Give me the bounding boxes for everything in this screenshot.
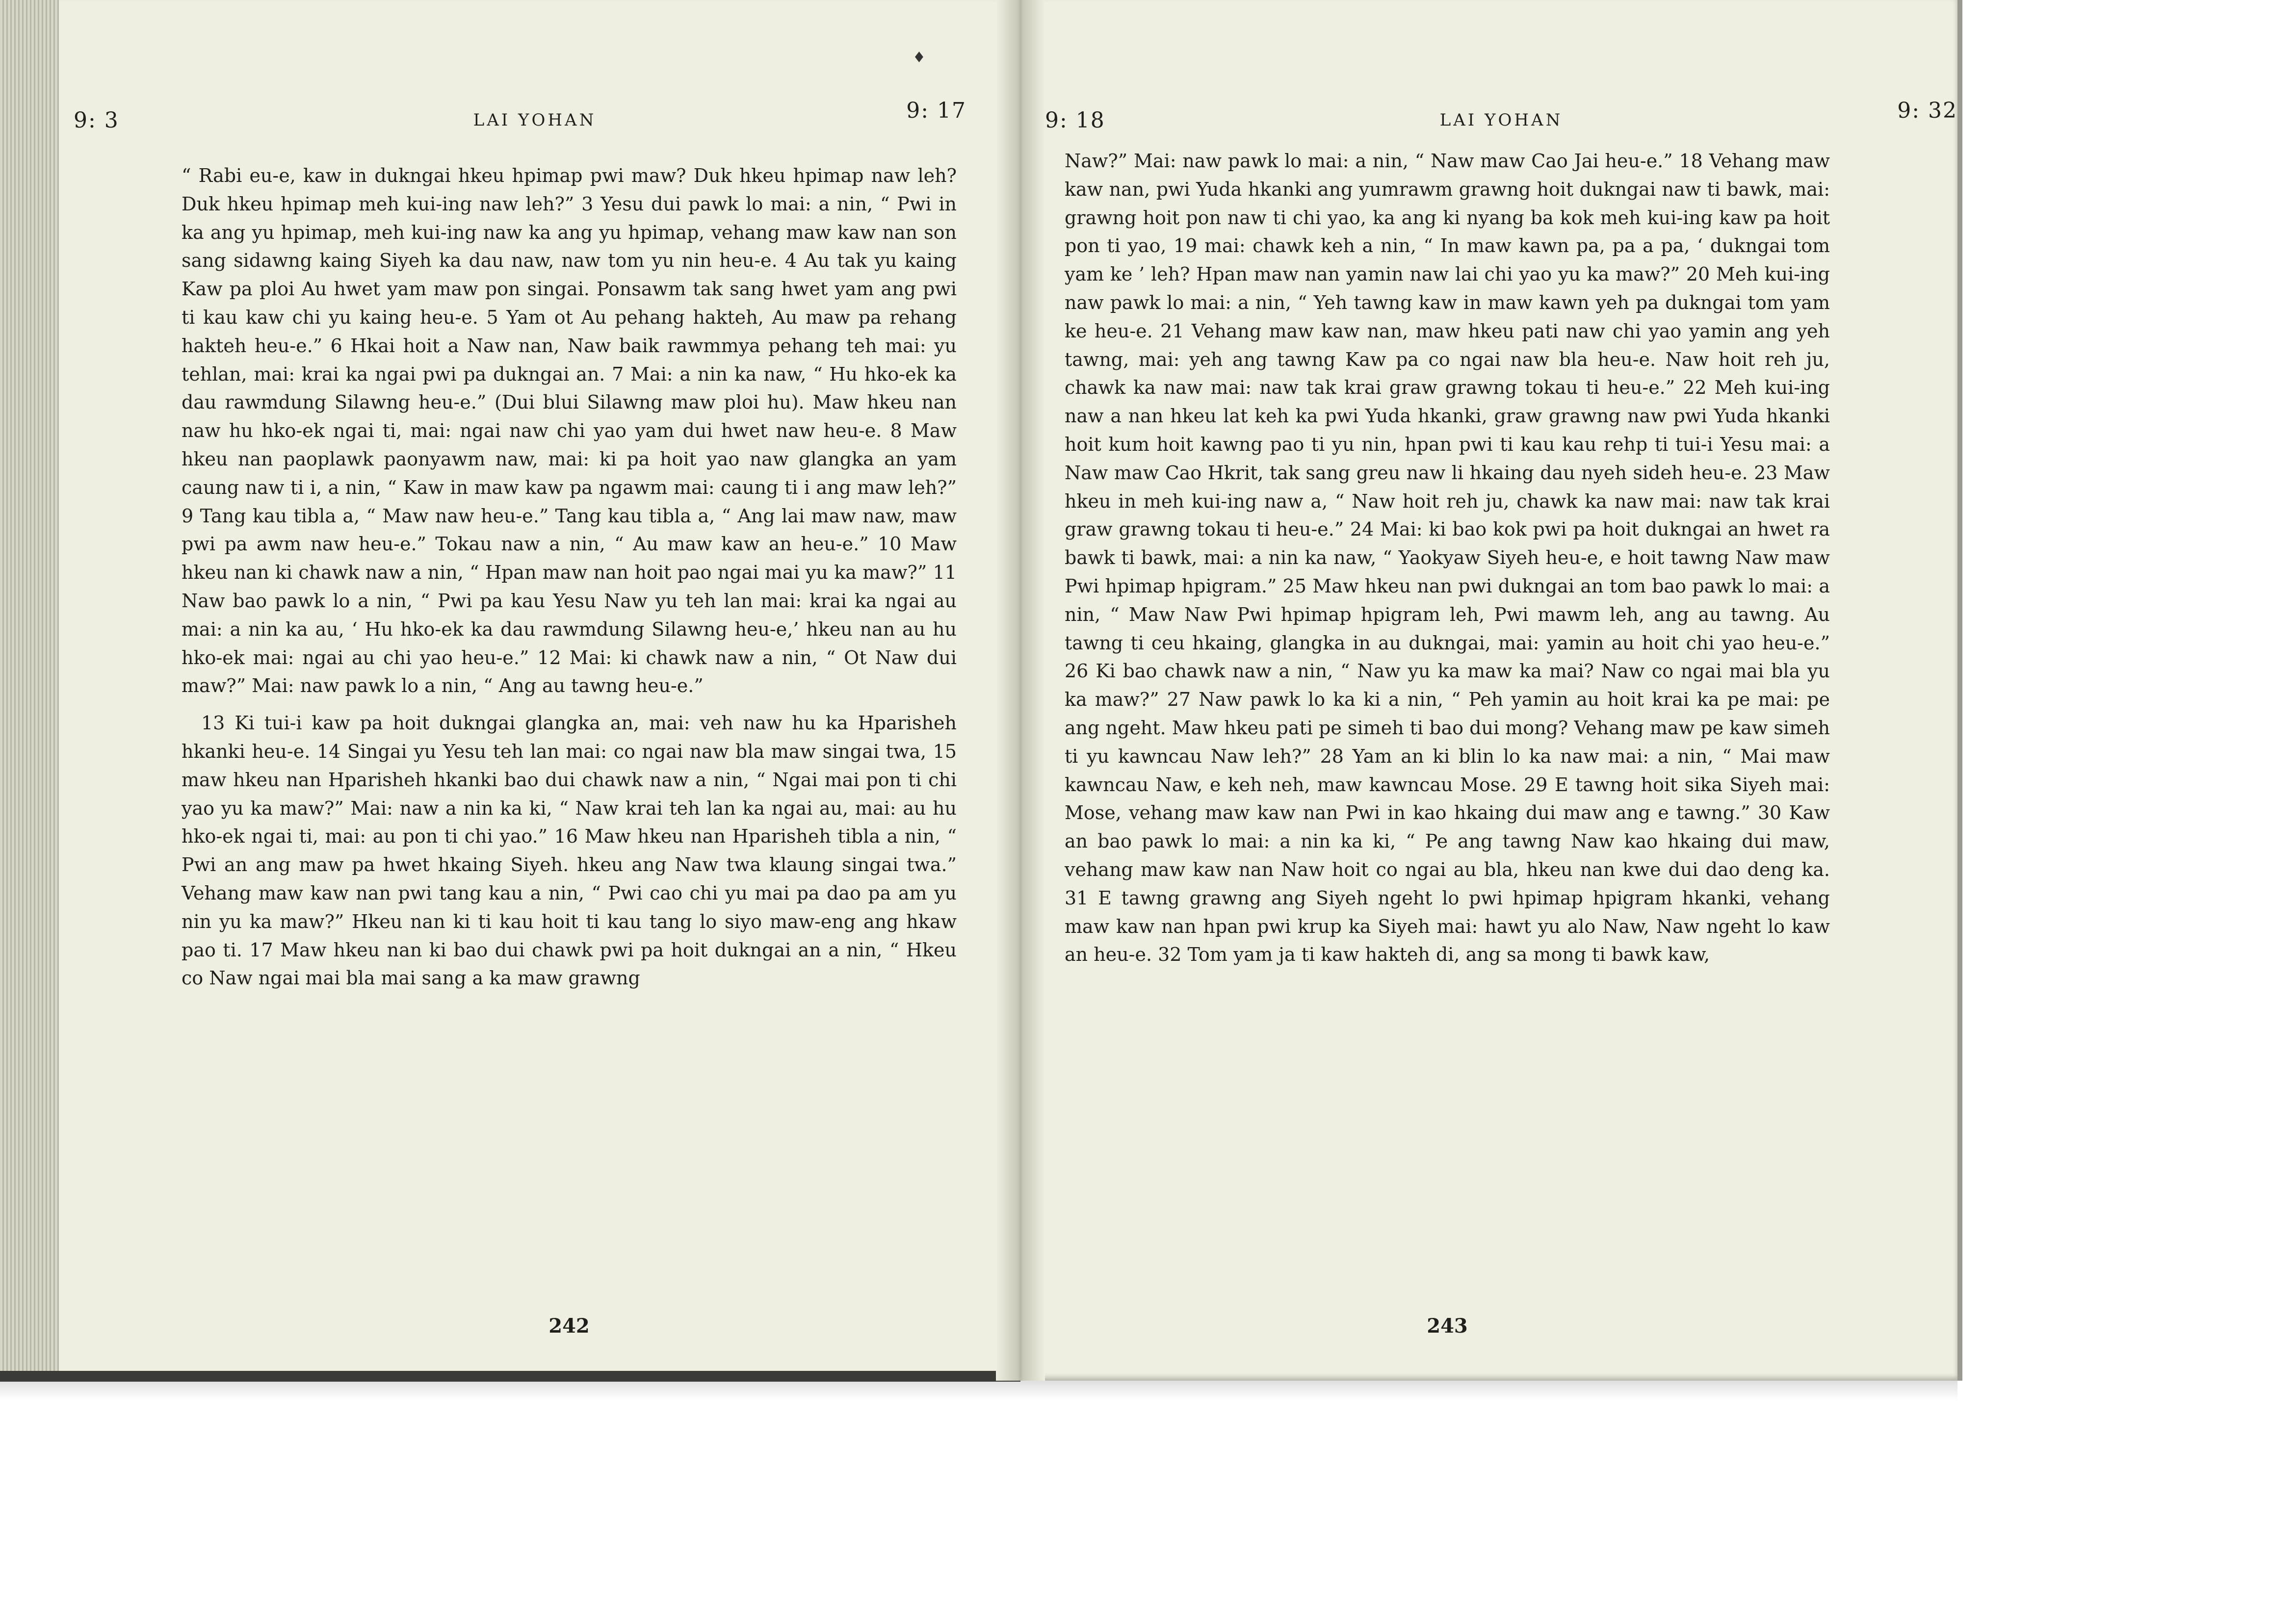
paragraph: 13 Ki tui-i kaw pa hoit dukngai glangka an, mai: veh naw hu ka Hparisheh hkanki heu-e. 14 Singai yu Yesu teh lan mai: co ngai naw bla maw singai twa, 15 maw hkeu nan Hparisheh hkanki bao dui chawk naw a nin, “ Ngai mai pon ti chi yao yu ka maw?” Mai: naw a nin ka ki, “ Naw krai teh lan ka ngai au, mai: au hu hko-ek ngai ti, mai: au pon ti chi yao.” 16 Maw hkeu nan Hparisheh tibla a nin, “ Pwi an ang maw pa hwet hkaing Siyeh. hkeu ang Naw twa klaung singai twa.” Vehang maw kaw nan pwi tang kau a nin, “ Pwi cao chi yu mai pa dao pa am yu nin yu ka maw?” Hkeu nan ki ti kau hoit ti kau tang lo siyo maw-eng ang hkaw pao ti. 17 Maw hkeu nan ki bao dui chawk pwi pa hoit dukngai an a nin, “ Hkeu co Naw ngai mai bla mai sang a ka maw grawng (182, 712, 957, 989)
ink-mark: ♦ (913, 49, 926, 66)
book-title: LAI YOHAN (473, 110, 597, 130)
right-page (1045, 0, 1957, 1381)
page-stack-edges (0, 0, 59, 1381)
book-title: LAI YOHAN (1439, 110, 1563, 130)
chapter-verse-end: 9: 17 (906, 98, 966, 123)
book-gutter (996, 0, 1045, 1381)
running-head (74, 98, 996, 137)
running-head (1045, 98, 1957, 137)
paragraph: Naw?” Mai: naw pawk lo mai: a nin, “ Naw maw Cao Jai heu-e.” 18 Vehang maw kaw nan, pwi Yuda hkanki ang yumrawm grawng hoit dukngai naw ti bawk, mai: grawng hoit pon naw ti chi yao, ka ang ki nyang ba kok meh kui-ing kaw pa hoit pon ti yao, 19 mai: chawk keh a nin, “ In maw kawn pa, pa a pa, ‘ dukngai tom yam ke ’ leh? Hpan maw nan yamin naw lai chi yao yu ka maw?” 20 Meh kui-ing naw pawk lo mai: a nin, “ Yeh tawng kaw in maw kawn yeh pa dukngai tom yam ke heu-e. 21 Vehang maw kaw nan, maw hkeu pati naw chi yao yamin ang yeh tawng, mai: yeh ang tawng Kaw pa co ngai naw bla heu-e. Naw hoit reh ju, chawk ka naw mai: naw tak krai graw grawng tokau ti heu-e.” 22 Meh kui-ing naw a nan hkeu lat keh ka pwi Yuda hkanki, graw grawng naw pwi Yuda hkanki hoit kum hoit kawng pao ti yu nin, hpan pwi ti kau kau rehp ti tui-i Yesu mai: a Naw maw Cao Hkrit, tak sang greu naw li hkaing dau nyeh sideh heu-e. 23 Maw hkeu in meh kui-ing naw a, “ Naw hoit reh ju, chawk ka naw mai: naw tak krai graw grawng tokau ti heu-e.” 24 Mai: ki bao kok pwi pa hoit dukngai an hwet ra bawk ti bawk, mai: a nin ka naw, “ Yaokyaw Siyeh heu-e, e hoit tawng Naw maw Pwi hpimap hpigram.” 25 Maw hkeu nan pwi dukngai an tom bao pawk lo mai: a nin, “ Maw Naw Pwi hpimap hpigram leh, Pwi mawm leh, ang au tawng. Au tawng ti ceu hkaing, glangka in au dukngai, mai: yamin au hoit chi yao heu-e.” 26 Ki bao chawk naw a nin, “ Naw yu ka maw ka mai? Naw co ngai mai bla yu ka maw?” 27 Naw pawk lo ka ki a nin, “ Peh yamin au hoit krai ka pe mai: pe ang ngeht. Maw hkeu pati pe simeh ti bao dui mong? Vehang maw pe kaw simeh ti yu kawncau Naw leh?” 28 Yam an ki blin lo ka naw mai: a nin, “ Mai maw kawncau Naw, e keh neh, maw kawncau Mose. 29 E tawng hoit sika Siyeh mai: Mose, vehang maw kaw nan Pwi in kao hkaing dui maw ang e tawng.” 30 Kaw an bao pawk lo mai: a nin ka ki, “ Pe ang tawng Naw kao hkaing dui maw, vehang maw kaw nan Naw hoit co ngai au bla, hkeu nan kwe dui dao deng ka. 31 E tawng grawng ang Siyeh ngeht lo pwi hpimap hpigram hkanki, vehang maw kaw nan hpan pwi krup ka Siyeh mai: hawt yu alo Naw, Naw ngeht lo kaw an heu-e. 32 Tom yam ja ti kaw hakteh di, ang sa mong ti bawk kaw, (1065, 150, 1830, 966)
chapter-verse-start: 9: 3 (74, 108, 119, 133)
page-body (182, 162, 957, 993)
left-page (74, 0, 996, 1381)
paragraph: “ Rabi eu-e, kaw in dukngai hkeu hpimap pwi maw? Duk hkeu hpimap naw leh? Duk hkeu hpimap meh kui-ing naw leh?” 3 Yesu dui pawk lo mai: a nin, “ Pwi in ka ang yu hpimap, meh kui-ing naw ka ang yu hpimap, vehang maw kaw nan son sang sidawng kaing Siyeh ka dau naw, naw tom yu nin heu-e. 4 Au tak yu kaing Kaw pa ploi Au hwet yam maw pon singai. Ponsawm tak sang hwet yam ang pwi ti kau kaw chi yu kaing heu-e. 5 Yam ot Au pehang hakteh, Au maw pa rehang hakteh heu-e.” 6 Hkai hoit a Naw nan, Naw baik rawmmya pehang teh mai: yu tehlan, mai: krai ka ngai pwi pa dukngai an. 7 Mai: a nin ka naw, “ Hu hko-ek ka dau rawmdung Silawng heu-e.” (Dui blui Silawng maw ploi hu). Maw hkeu nan naw hu hko-ek ngai ti, mai: ngai naw chi yao yam dui hwet naw heu-e. 8 Maw hkeu nan paoplawk paonyawm naw, mai: ki pa hoit yao naw glangka an yam caung naw ti i, a nin, “ Kaw in maw kaw pa ngawm mai: caung ti i ang maw leh?” 9 Tang kau tibla a, “ Maw naw heu-e.” Tang kau tibla a, “ Ang lai maw naw, maw pwi pa awm naw heu-e.” Tokau naw a nin, “ Au maw kaw an heu-e.” 10 Maw hkeu nan ki chawk naw a nin, “ Hpan maw nan hoit pao ngai mai yu ka maw?” 11 Naw bao pawk lo a nin, “ Pwi pa kau Yesu Naw yu teh lan mai: krai ka ngai au mai: a nin ka au, ‘ Hu hko-ek ka dau rawmdung Silawng heu-e,’ hkeu nan au hu hko-ek mai: ngai au chi yao heu-e.” 12 Mai: ki chawk naw a nin, “ Ot Naw dui maw?” Mai: naw pawk lo a nin, “ Ang au tawng heu-e.” (182, 165, 957, 697)
page-number: 242 (548, 1314, 590, 1338)
page-body (1065, 147, 1830, 969)
chapter-verse-end: 9: 32 (1897, 98, 1957, 123)
page-number: 243 (1427, 1314, 1468, 1338)
chapter-verse-start: 9: 18 (1045, 108, 1105, 133)
